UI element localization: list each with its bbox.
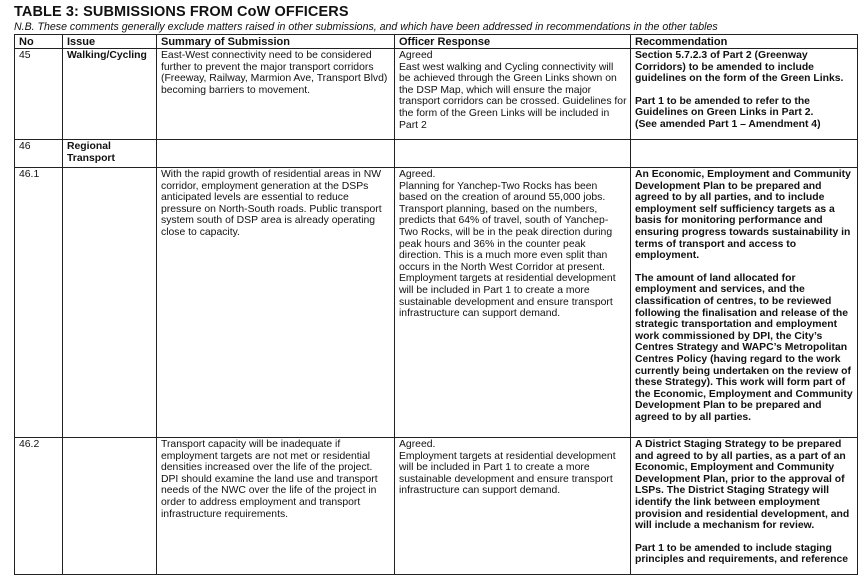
recommendation-para: The amount of land allocated for employment and services, and the classification of centres, to be reviewed following the finalisation and release of the strategic transportation and employment work commissioned by DPI, the City’s Centres Strategy and WAPC’s Metropolitan Centres Policy (having regard to the work currently being undertaken on the review of these Strategy). This work will form part of the Economic, Employment and Community Development Plan to be prepared and agreed to by all parties. — [635, 272, 853, 423]
table-header-row — [15, 35, 858, 49]
cell-response — [395, 49, 631, 140]
cell-no: 46.2 — [15, 438, 63, 575]
recommendation-para: Part 1 to be amended to include staging principles and requirements, and reference — [635, 542, 849, 566]
cell-no: 46.1 — [15, 168, 63, 438]
header-summary: Summary of Submission — [157, 35, 395, 49]
table-row — [15, 168, 858, 438]
cell-no: 45 — [15, 49, 63, 140]
cell-response — [395, 438, 631, 575]
cell-issue — [63, 168, 157, 438]
table-row — [15, 438, 858, 575]
cell-recommendation — [631, 438, 858, 575]
recommendation-para: Section 5.7.2.3 of Part 2 (Greenway Corridors) to be amended to include guidelines on the form of the Green Links. — [635, 50, 844, 85]
header-response: Officer Response — [395, 35, 631, 49]
cell-issue: Regional Transport — [63, 140, 157, 168]
response-text: Agreed East west walking and Cycling connectivity will be achieved through the Green Links shown on the DSP Map, which will ensure the major transport corridors can be crossed. Guidelines for the form of the Green Links will be included in Part 2 — [399, 50, 627, 131]
cell-no: 46 — [15, 140, 63, 168]
header-issue: Issue — [63, 35, 157, 49]
cell-summary — [157, 140, 395, 168]
cell-summary: East-West connectivity need to be considered further to prevent the major transport corridors (Freeway, Railway, Marmion Ave, Transport Blvd) becoming barriers to movement. — [157, 49, 395, 140]
table-title: TABLE 3: SUBMISSIONS FROM CoW OFFICERS — [14, 4, 349, 20]
cell-summary: With the rapid growth of residential areas in NW corridor, employment generation at the DSPs anticipated levels are essential to reduce pressure on North-South roads. Public transport system south of DSP area is already operating close to capacity. — [157, 168, 395, 438]
cell-issue — [63, 438, 157, 575]
header-recommendation: Recommendation — [631, 35, 858, 49]
cell-recommendation — [631, 140, 858, 168]
cell-recommendation — [631, 49, 858, 140]
table-row — [15, 140, 858, 168]
cell-response — [395, 168, 631, 438]
cell-summary: Transport capacity will be inadequate if employment targets are not met or residential densities increased over the life of the project. DPI should examine the land use and transport needs of the NWC over the life of the project in order to address employment and transport infrastructure requirements. — [157, 438, 395, 575]
recommendation-para: A District Staging Strategy to be prepared and agreed to by all parties, as a part of an Economic, Employment and Community Development Plan, prior to the approval of LSPs. The District Staging Strategy will identify the link between employment provision and residential development, and will include a mechanism for review. — [635, 439, 850, 532]
submissions-table — [14, 34, 858, 575]
response-text: Agreed. Planning for Yanchep-Two Rocks has been based on the creation of around 55,000 jobs. Transport planning, based on the numbers, predicts that 64% of travel, south of Yanchep-Two Rocks, will be in the peak direction during peak hours and 36% in the counter peak direction. This is a much more even split than occurs in the North West Corridor at present. Employment targets at residential development will be included in Part 1 to create a more sustainable development and ensure transport infrastructure can support demand. — [399, 169, 616, 320]
table-row — [15, 49, 858, 140]
recommendation-para: Part 1 to be amended to refer to the Guidelines on Green Links in Part 2. (See amended Part 1 – Amendment 4) — [635, 95, 821, 130]
cell-response — [395, 140, 631, 168]
table-note: N.B. These comments generally exclude matters raised in other submissions, and which have been addressed in recommendations in the other tables — [14, 21, 718, 33]
cell-issue: Walking/Cycling — [63, 49, 157, 140]
response-text: Agreed. Employment targets at residential development will be included in Part 1 to create a more sustainable development and ensure transport infrastructure can support demand. — [399, 439, 616, 497]
cell-recommendation — [631, 168, 858, 438]
header-no: No — [15, 35, 63, 49]
recommendation-para: An Economic, Employment and Community Development Plan to be prepared and agreed to by all parties, and to include employment self sufficiency targets as a basis for monitoring performance and ensuring progress towards sustainability in terms of transport and access to employment. — [635, 169, 851, 262]
